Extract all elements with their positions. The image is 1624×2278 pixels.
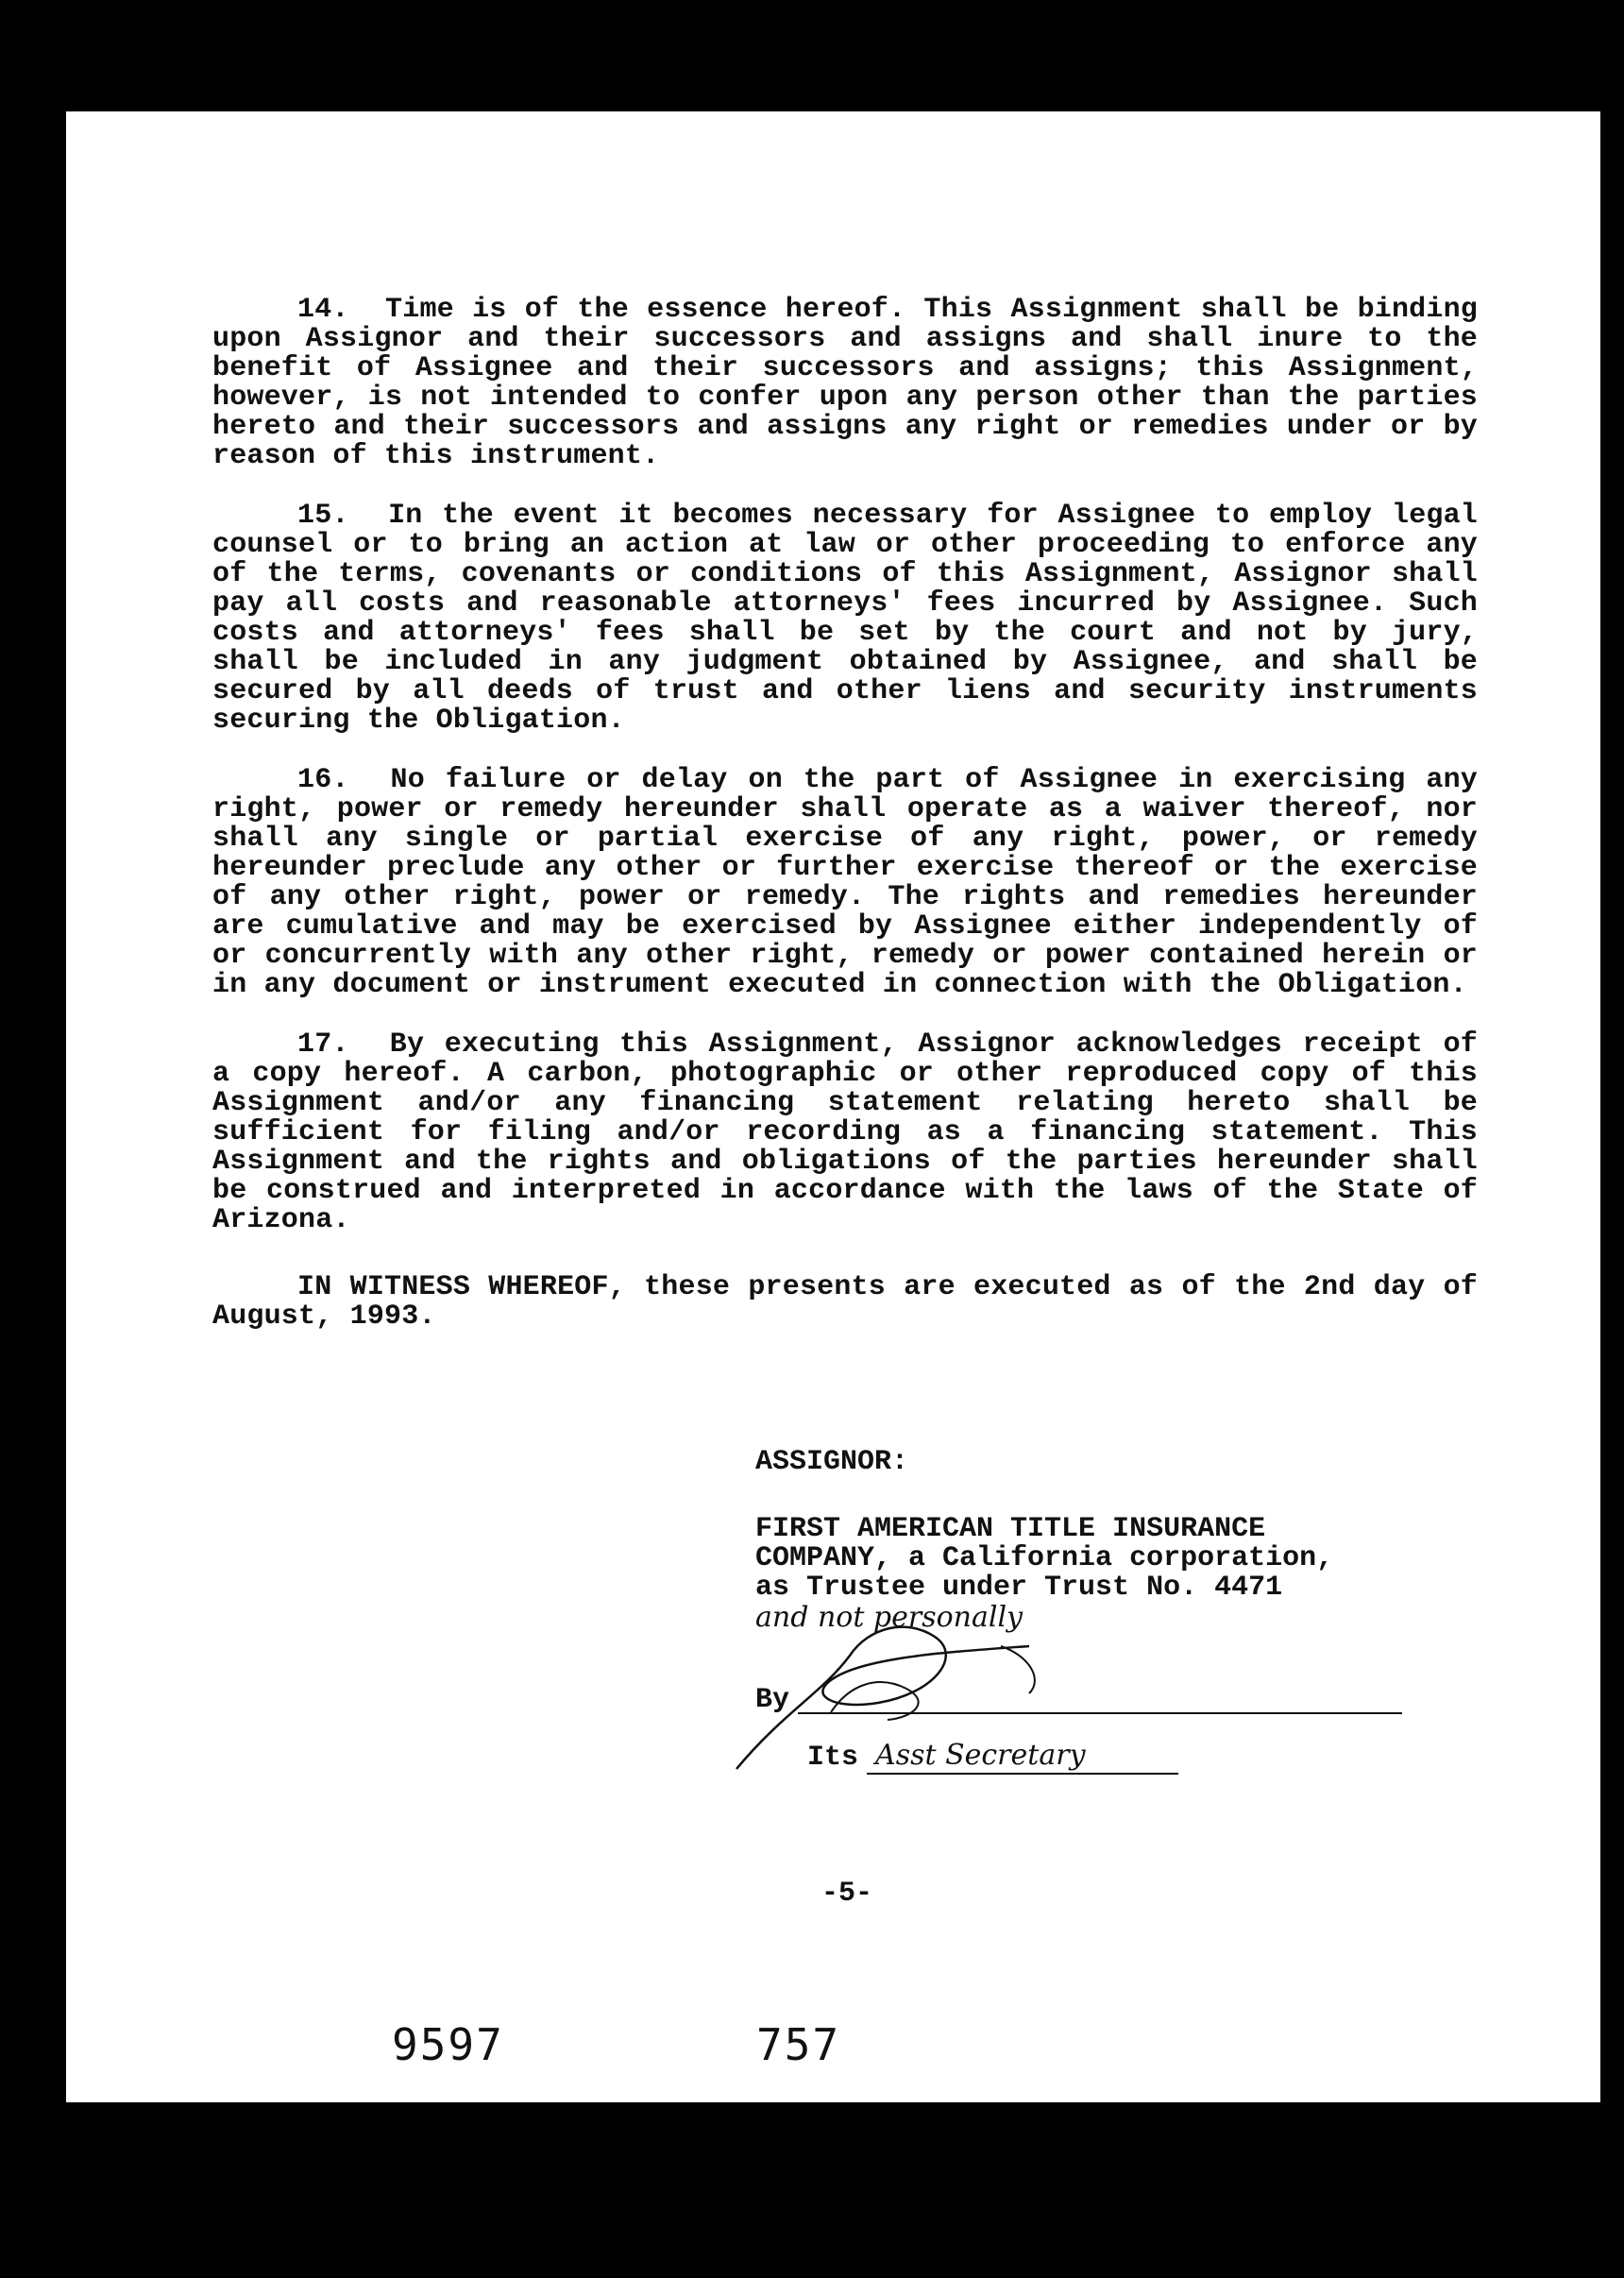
body-text — [212, 296, 1478, 1362]
its-line — [867, 1773, 1178, 1775]
its-row — [755, 1741, 1435, 1773]
page-number: -5- — [821, 1878, 873, 1910]
paragraph-number: 14. — [297, 294, 349, 326]
paragraph-number: 16. — [297, 764, 349, 796]
assignor-heading: ASSIGNOR: — [755, 1446, 909, 1478]
document-number-right: 757 — [756, 2019, 841, 2070]
paragraph-16 — [212, 766, 1478, 1000]
company-line-2: COMPANY, a California corporation, — [755, 1542, 1334, 1574]
document-number — [392, 2019, 840, 2070]
handwritten-note: and not personally — [755, 1601, 1023, 1634]
paragraph-15 — [212, 502, 1478, 736]
paragraph-text: In the event it becomes necessary for Assignee to employ legal counsel or to bring an action at law or other proceeding to enforce any of the terms, covenants or conditions of this Assignment, Assignor shall pay all costs and reasonable attorneys' fees incurred by Assignee. Such costs and attorneys' fees shall be set by the court and not by jury, shall be included in any judgment obtained by Assignee, and shall be secured by all deeds of trust and other liens and security instruments securing the Obligation. — [212, 500, 1479, 737]
its-handwritten-title: Asst Secretary — [875, 1739, 1086, 1772]
witness-clause: IN WITNESS WHEREOF, these presents are executed as of the 2nd day of August, 1993. — [212, 1271, 1478, 1333]
company-line-3: as Trustee under Trust No. 4471 — [755, 1572, 1283, 1604]
paragraph-14 — [212, 296, 1478, 471]
by-label: By — [755, 1684, 790, 1716]
company-line-1: FIRST AMERICAN TITLE INSURANCE — [755, 1513, 1266, 1545]
paragraph-text: By executing this Assignment, Assignor acknowledges receipt of a copy hereof. A carbon, photographic or other reproduced copy of this Assignment and/or any financing statement relating hereto shall be sufficient for filing and/or recording as a financing statement. This Assignment and the rights and obligations of the parties hereunder shall be construed and interpreted in accordance with the laws of the State of Arizona. — [212, 1028, 1478, 1236]
paragraph-text: Time is of the essence hereof. This Assignment shall be binding upon Assignor and their successors and assigns and shall inure to the benefit of Assignee and their successors and assigns; this Assignment, however, is not intended to confer upon any person other than the parties hereto and their successors and assigns any right or remedies under or by reason of this instrument. — [212, 294, 1478, 472]
by-signature-row — [755, 1665, 1435, 1731]
paragraph-17 — [212, 1030, 1478, 1235]
its-label: Its — [807, 1742, 859, 1774]
document-page — [66, 111, 1600, 2102]
paragraph-text: No failure or delay on the part of Assignee in exercising any right, power or remedy hereunder shall operate as a waiver thereof, nor shall any single or partial exercise of any right, power, or remedy hereunder preclude any other or further exercise thereof or the exercise of any other right, power or remedy. The rights and remedies hereunder are cumulative and may be exercised by Assignee either independently of or concurrently with any other right, remedy or power contained herein or in any document or instrument executed in connection with the Obligation. — [212, 764, 1478, 1001]
paragraph-number: 15. — [297, 500, 349, 532]
paragraph-number: 17. — [297, 1028, 349, 1061]
document-number-left: 9597 — [392, 2019, 504, 2070]
signature-block — [755, 1448, 1435, 1773]
